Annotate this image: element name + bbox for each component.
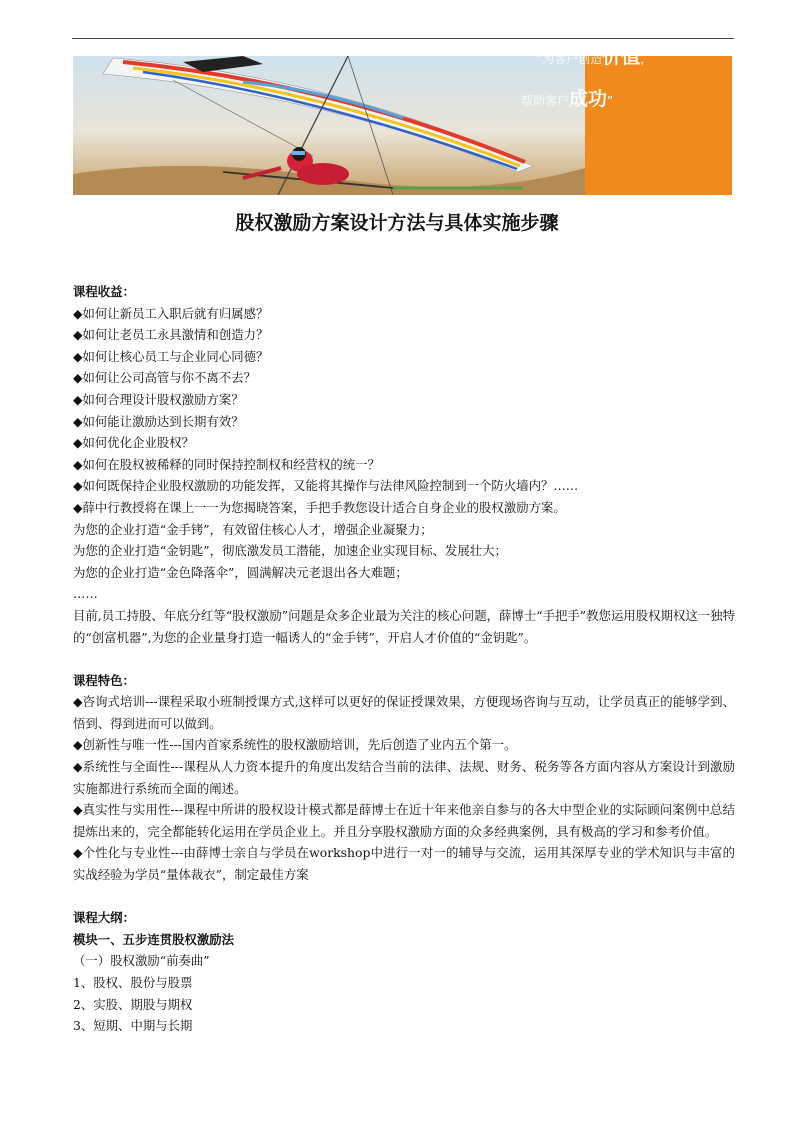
list-item: ◆如何优化企业股权？ [73,435,195,451]
list-item: 2、实股、期股与期权 [73,996,193,1012]
spacer [73,886,735,908]
list-item: …… [73,586,98,602]
list-item: ◆创新性与唯一性---国内首家系统性的股权激励培训，先后创造了业内五个第一。 [73,737,517,753]
slogan-line1-end: ， [640,52,653,66]
list-item: 1、股权、股份与股票 [73,975,193,990]
list-item: ◆如何让新员工入职后就有归属感？ [73,305,269,321]
list-item: ◆薛中行教授将在课上一一为您揭晓答案，手把手教您设计适合自身企业的股权激励方案。 [73,499,566,515]
outline-module-title: 模块一、五步连贯股权激励法 [73,931,235,947]
list-item: ◆系统性与全面性---课程从人力资本提升的角度出发结合当前的法律、法规、财务、税务等各方面内容从方案设计到激励实施都进行系统而全面的阐述。 [73,759,735,796]
document-title: 股权激励方案设计方法与具体实施步骤 [235,212,559,234]
outline-heading: 课程大纲： [73,910,135,926]
slogan-line-1 [536,42,652,69]
slogan-line2-end: ” [607,94,614,108]
list-item: ◆如何合理设计股权激励方案？ [73,391,244,407]
list-item: 为您的企业打造“金色降落伞”，圆满解决元老退出各大难题； [73,564,408,580]
list-item: ◆如何让老员工永具激情和创造力？ [73,327,269,343]
slogan-line-2 [521,84,613,111]
document-body [73,281,735,1037]
list-item: 3、短期、中期与长期 [73,1018,193,1034]
benefits-heading: 课程收益： [73,284,135,299]
list-item: 为您的企业打造“金钥匙”，彻底激发员工潜能，加速企业实现目标、发展壮大； [73,543,507,559]
slogan-panel [585,56,732,195]
slogan-line1-big: 价值 [602,46,641,68]
slogan-line2-small: 帮助客户 [521,94,570,108]
list-item: ◆如何既保持企业股权激励的功能发挥，又能将其操作与法律风险控制到一个防火墙内？…… [73,478,579,494]
list-item: ◆如何让公司高管与你不离不去？ [73,370,256,386]
list-item: ◆咨询式培训---课程采取小班制授课方式,这样可以更好的保证授课效果，方便现场咨询与互动，让学员真正的能够学到、悟到、得到进而可以做到。 [73,694,735,731]
list-item: ◆如何能让激励达到长期有效？ [73,413,244,429]
slogan-line2-big: 成功 [569,88,608,110]
list-item: ◆如何让核心员工与企业同心同德？ [73,348,269,364]
features-heading: 课程特色： [73,672,135,688]
spacer [73,648,735,670]
slogan-line1-small: “为客户创造 [536,52,603,66]
header-rule [72,38,734,39]
hang-glider-photo [73,56,585,195]
list-item: ◆真实性与实用性---课程中所讲的股权设计模式都是薛博士在近十年来他亲自参与的各大中型企业的实际顾问案例中总结提炼出来的，完全都能转化运用在学员企业上。并且分享股权激励方面的众多经典案例，具有极高的学习和参考价值。 [73,802,735,839]
banner [73,56,732,195]
list-item: ◆个性化与专业性---由薛博士亲自与学员在workshop中进行一对一的辅导与交流，运用其深厚专业的学术知识与丰富的实战经验为学员“量体裁衣”，制定最佳方案 [73,845,735,883]
list-item: ◆如何在股权被稀释的同时保持控制权和经营权的统一？ [73,456,380,472]
list-item: 为您的企业打造“金手铐”，有效留住核心人才，增强企业凝聚力； [73,521,433,537]
benefits-paragraph: 目前,员工持股、年底分红等“股权激励”问题是众多企业最为关注的核心问题，薛博士“手把手”教您运用股权期权这一独特的“创富机器”,为您的企业量身打造一幅诱人的“金手铐”，开启人才价值的“金钥匙”。 [73,607,735,645]
list-item: （一）股权激励“前奏曲” [73,953,210,969]
